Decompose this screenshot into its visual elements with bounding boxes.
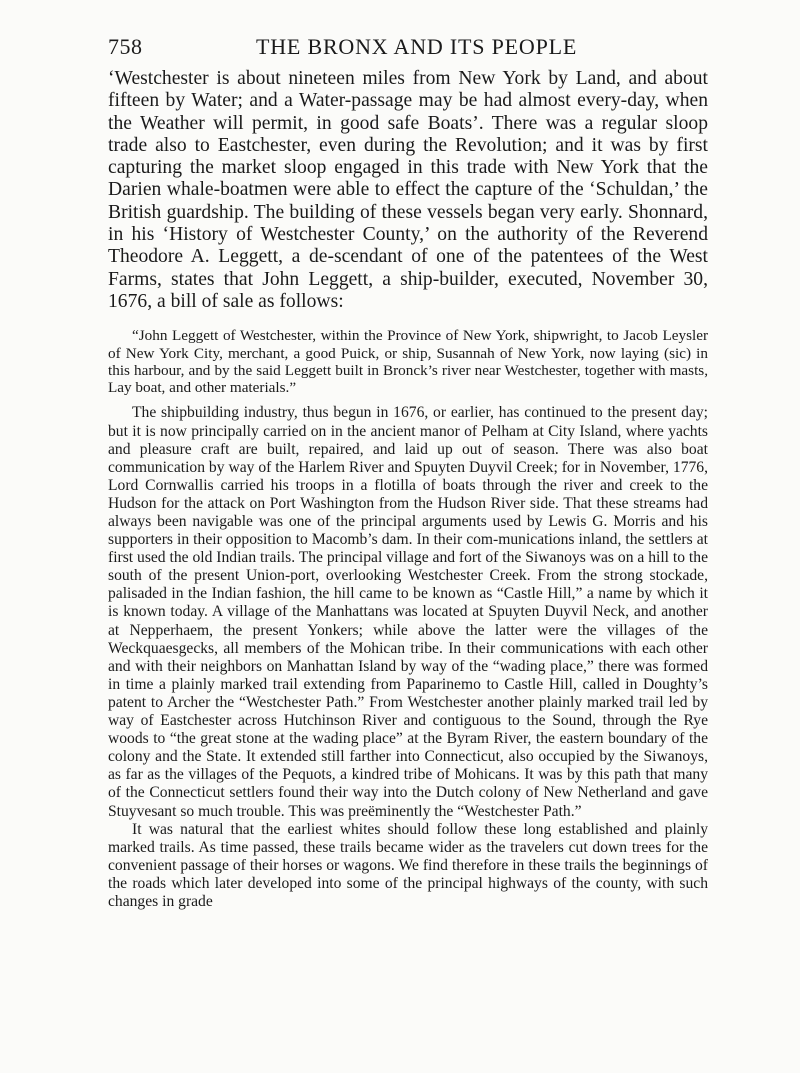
body-paragraph-shipbuilding: The shipbuilding industry, thus begun in 1676, or earlier, has continued to the present day; but it is now principally carried on in the ancient manor of Pelham at City Island, where yachts and pleasure craft are built, repaired, and laid up out of season. There was also boat communication by way of the Harlem River and Spuyten Duyvil Creek; for in November, 1776, Lord Cornwallis carried his troops in a flotilla of boats through the river and creek to the Hudson for the attack on Port Washington from the Hudson River side. That these streams had always been navigable was one of the principal arguments used by Lewis G. Morris and his supporters in their opposition to Macomb’s dam. In their com-munications inland, the settlers at first used the old Indian trails. The principal village and fort of the Siwanoys was on a hill to the south of the present Union-port, overlooking Westchester Creek. From the strong stockade, palisaded in the Indian fashion, the hill came to be known as “Castle Hill,” a name by which it is known today. A village of the Manhattans was located at Spuyten Duyvil Neck, and another at Nepperhaem, the present Yonkers; while above the latter were the villages of the Weckquaesgecks, all members of the Mohican tribe. In their communications with each other and with their neighbors on Manhattan Island by way of the “wading place,” there was formed in time a plainly marked trail extending from Paparinemo to Castle Hill, called in Doughty’s patent to Archer the “Westchester Path.” From Westchester another plainly marked trail led by way of Eastchester across Hutchinson River and contiguous to the Sound, through the Rye woods to “the great stone at the wading place” at the Byram River, the eastern boundary of the colony and the State. It extended still farther into Connecticut, also occupied by the Siwanoys, as far as the villages of the Pequots, a kindred tribe of Mohicans. It was by this path that many of the Connecticut settlers found their way into the Dutch colony of New Netherland and gave Stuyvesant so much trouble. This was preëminently the “Westchester Path.” [108, 404, 708, 820]
body-paragraph-trails: It was natural that the earliest whites should follow these long established and plainly marked trails. As time passed, these trails became wider as the travelers cut down trees for the convenient passage of their horses or wagons. We find therefore in these trails the beginnings of the roads which later developed into some of the principal highways of the county, with such changes in grade [108, 820, 708, 910]
running-head: THE BRONX AND ITS PEOPLE [256, 34, 578, 59]
page-number: 758 [108, 34, 143, 59]
block-quote: “John Leggett of Westchester, within the Province of New York, shipwright, to Jacob Leysler of New York City, merchant, a good Puick, or ship, Susannah of New York, now laying (sic) in this harbour, and by the said Leggett built in Bronck’s river near Westchester, together with masts, Lay boat, and other materials.” [108, 327, 708, 397]
intro-paragraph: ‘Westchester is about nineteen miles from New York by Land, and about fifteen by Water; and a Water-passage may be had almost every-day, when the Weather will permit, in good safe Boats’. There was a regular sloop trade also to Eastchester, even during the Revolution; and it was by first capturing the market sloop engaged in this trade with New York that the Darien whale-boatmen were able to effect the capture of the ‘Schuldan,’ the British guardship. The building of these vessels began very early. Shonnard, in his ‘History of Westchester County,’ on the authority of the Reverend Theodore A. Leggett, a de-scendant of one of the patentees of the West Farms, states that John Leggett, a ship-builder, executed, November 30, 1676, a bill of sale as follows: [108, 68, 708, 312]
page-header [108, 30, 708, 62]
